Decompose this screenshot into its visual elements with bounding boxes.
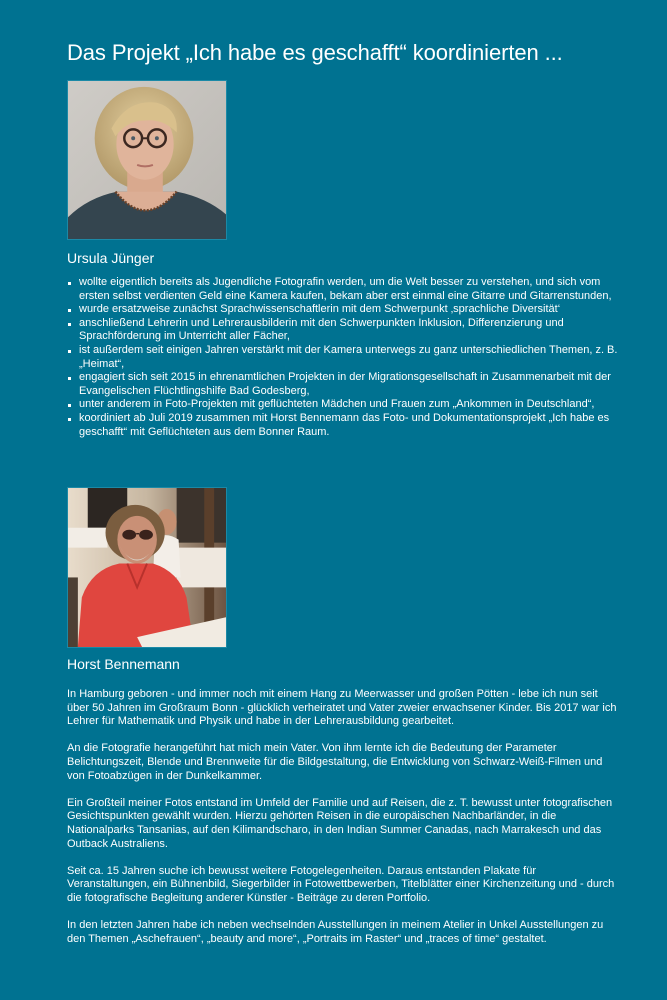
page-title: Das Projekt „Ich habe es geschafft“ koordinierten ... <box>67 40 563 65</box>
list-item: engagiert sich seit 2015 in ehrenamtlichen Projekten in der Migrationsgesellschaft in Zusammenarbeit mit der Evangelischen Flüchtlingshilfe Bad Godesberg, <box>79 371 629 398</box>
portrait-man-image <box>68 488 226 647</box>
portrait-photo-ursula <box>67 80 227 240</box>
bio-text-horst <box>67 688 617 960</box>
person-name-horst: Horst Bennemann <box>67 656 180 672</box>
list-item: wurde ersatzweise zunächst Sprachwissenschaftlerin mit dem Schwerpunkt ‚sprachliche Diversität‘ <box>79 303 629 317</box>
list-item: koordiniert ab Juli 2019 zusammen mit Horst Bennemann das Foto- und Dokumentationsprojekt „Ich habe es geschafft“ mit Geflüchteten aus dem Bonner Raum. <box>79 412 629 439</box>
bio-paragraph: An die Fotografie herangeführt hat mich mein Vater. Von ihm lernte ich die Bedeutung der Parameter Belichtungszeit, Blende und Brennweite für die Bildgestaltung, die Entwicklung von Schwarz-Weiß-Filmen und von Fotoabzügen in der Dunkelkammer. <box>67 742 603 782</box>
bio-paragraph: In den letzten Jahren habe ich neben wechselnden Ausstellungen in meinem Atelier in Unkel Ausstellungen zu den Themen „Aschefrauen“, „beauty and more“, „Portraits im Raster“ und „traces of time“ gestaltet. <box>67 919 604 945</box>
list-item: wollte eigentlich bereits als Jugendliche Fotografin werden, um die Welt besser zu verstehen, und sich vom ersten selbst verdienten Geld eine Kamera kaufen, bekam aber erst einmal eine Gitarre und Gitarrenstunden, <box>79 276 629 303</box>
portrait-woman-image <box>68 81 226 239</box>
list-item: unter anderem in Foto-Projekten mit geflüchteten Mädchen und Frauen zum „Ankommen in Deutschland“, <box>79 398 629 412</box>
bio-paragraph: Ein Großteil meiner Fotos entstand im Umfeld der Familie und auf Reisen, die z. T. bewusst unter fotografischen Gesichtspunkten gewählt wurden. Hierzu gehörten Reisen in die europäischen Nachbarländer, in die Nationalparks Tansanias, auf den Kilimandscharo, in den Indian Summer Canadas, nach Marrakesch und das Outback Australiens. <box>67 796 613 850</box>
bio-paragraph: Seit ca. 15 Jahren suche ich bewusst weitere Fotogelegenheiten. Daraus entstanden Plakate für Veranstaltungen, ein Bühnenbild, Siegerbilder in Fotowettbewerben, Titelblätter einer Kirchenzeitung und - durch die fotografische Begleitung anderer Künstler - Beiträge zu deren Portfolio. <box>67 864 615 904</box>
list-item: anschließend Lehrerin und Lehrerausbilderin mit den Schwerpunkten Inklusion, Differenzierung und Sprachförderung im Unterricht aller Fächer, <box>79 317 629 344</box>
portrait-photo-horst <box>67 487 227 648</box>
person-name-ursula: Ursula Jünger <box>67 250 155 266</box>
list-item: ist außerdem seit einigen Jahren verstärkt mit der Kamera unterwegs zu ganz unterschiedlichen Themen, z. B. „Heimat“, <box>79 344 629 371</box>
bio-paragraph: In Hamburg geboren - und immer noch mit einem Hang zu Meerwasser und großen Pötten - lebe ich nun seit über 50 Jahren im Großraum Bonn - glücklich verheiratet und Vater zweier erwachsener Kinder. Bis 2017 war ich Lehrer für Mathematik und Physik und habe in der Lehrerausbildung gearbeitet. <box>67 688 617 728</box>
bio-list-ursula <box>67 276 629 439</box>
